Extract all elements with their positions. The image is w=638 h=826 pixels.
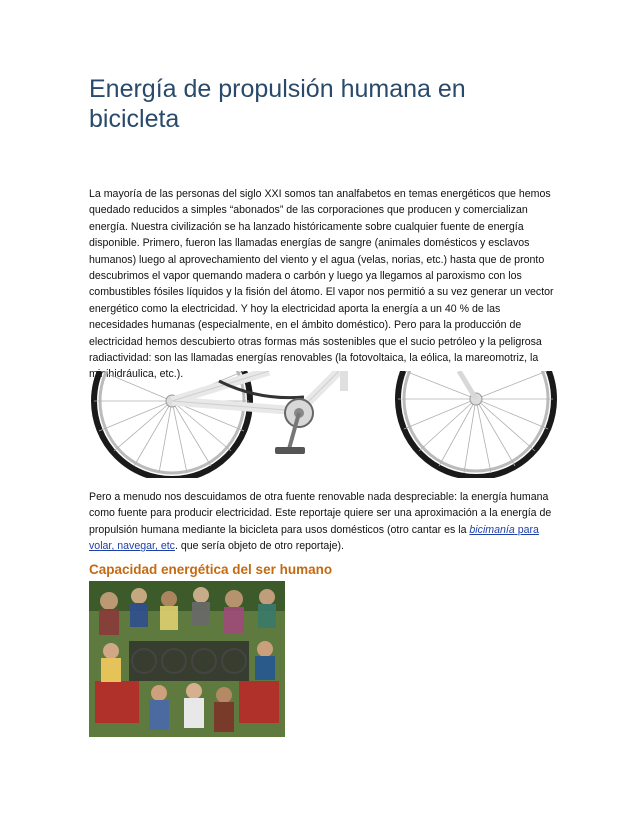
page-title: Energía de propulsión humana en bicicleta <box>89 75 466 133</box>
crowd-photo <box>89 581 285 737</box>
section-heading: Capacidad energética del ser humano <box>89 562 333 577</box>
front-wheel <box>398 371 554 477</box>
intro-paragraph: La mayoría de las personas del siglo XXI somos tan analfabetos en temas energéticos que hemos quedado reducidos a simples “abonados” de las corporaciones que producen y comercializan energía. Nuestra civilización se ha lanzado históricamente sobre cualquier fuente de energía disponible. Primero, fueron las llamadas energías de sangre (animales domésticos y esclavos humanos) luego al aprovechamiento del viento y el agua (velas, norias, etc.) hasta que de pronto descubrimos el vapor quemando madera o carbón y luego ya llegamos al paroxismo con los combustibles fósiles líquidos y la fisión del átomo. El vapor nos permitió a su vez generar un vector energético como la electricidad. Y hoy la electricidad aporta la energía a un 40 % de las necesidades humanas (especialmente, en el ámbito doméstico). Pero para la producción de electricidad hemos descubierto otras formas más sostenibles que el sucio petróleo y la peligrosa radiactividad: son las llamadas energías renovables (la fotovoltaica, la eólica, la mareomotriz, la minihidráulica, etc.). <box>89 188 554 381</box>
bicimania-link-rest: para volar, navegar, etc <box>89 523 539 553</box>
bicycle-image <box>89 371 559 478</box>
bicimania-link-italic: bicimanía <box>469 523 515 536</box>
bike-frame <box>172 371 476 454</box>
second-paragraph <box>89 489 559 555</box>
second-paragraph-text: Pero a menudo nos descuidamos de otra fuente renovable nada despreciable: la energía humana como fuente para producir electricidad. Este reportaje quiere ser una aproximación a la energía de propulsión humana mediante la bicicleta para usos domésticos (otro cantar es la <box>89 491 552 536</box>
second-paragraph-end: . que sería objeto de otro reportaje). <box>174 540 344 553</box>
